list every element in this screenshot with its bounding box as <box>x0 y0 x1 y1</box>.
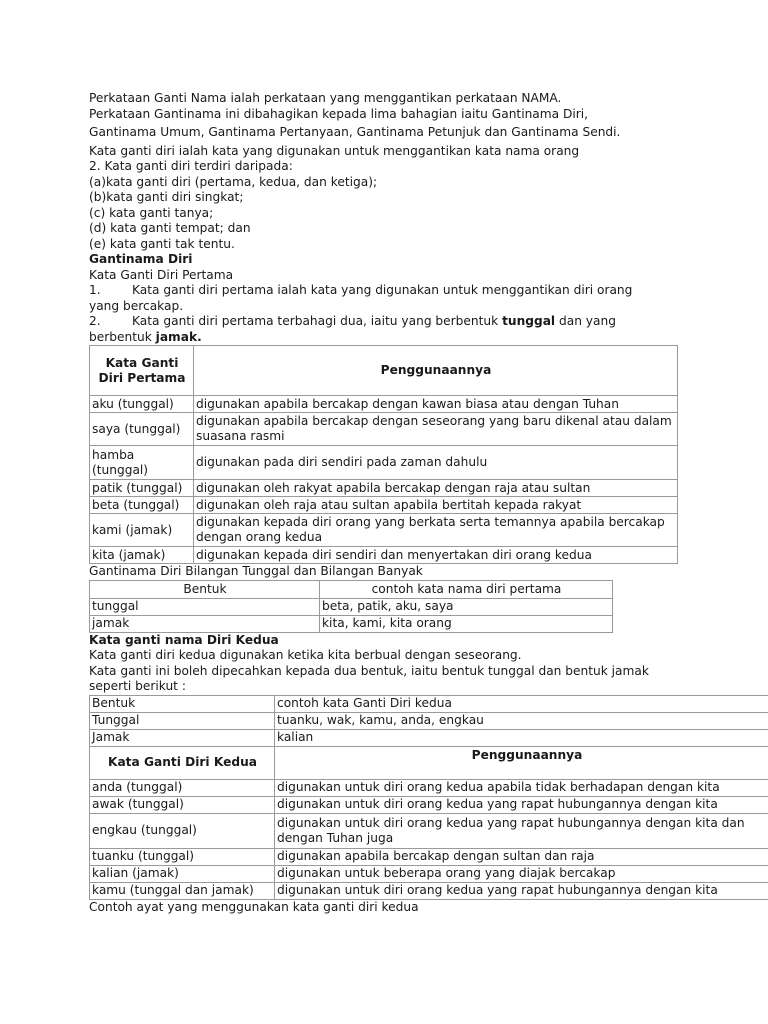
table-cell-usage: digunakan untuk diri orang kedua apabila tidak berhadapan dengan kita <box>275 779 768 796</box>
table-row <box>90 615 613 632</box>
table-cell-usage: digunakan pada diri sendiri pada zaman dahulu <box>194 446 678 480</box>
table-row <box>90 413 678 446</box>
section-heading-gantinama-diri: Gantinama Diri <box>89 252 193 266</box>
table-cell-usage: digunakan oleh rakyat apabila bercakap dengan raja atau sultan <box>194 480 678 497</box>
table-cell-form: tunggal <box>90 598 320 615</box>
table-header-row <box>90 580 613 598</box>
table-cell-usage: digunakan kepada diri orang yang berkata serta temannya apabila bercakap dengan orang kedua <box>194 514 678 547</box>
table-row <box>90 848 768 865</box>
table-row <box>90 547 678 564</box>
point-2-number: 2. <box>89 314 101 328</box>
table-2-caption: Gantinama Diri Bilangan Tunggal dan Bilangan Banyak <box>89 564 423 578</box>
table-header-usage: Penggunaannya <box>275 746 768 779</box>
section-2-line-2: Kata ganti ini boleh dipecahkan kepada dua bentuk, iaitu bentuk tunggal dan bentuk jamak <box>89 663 649 678</box>
table-cell-usage: digunakan untuk diri orang kedua yang rapat hubungannya dengan kita dan dengan Tuhan juga <box>275 813 768 848</box>
table-row <box>90 729 768 746</box>
table-cell-usage: digunakan kepada diri sendiri dan menyertakan diri orang kedua <box>194 547 678 564</box>
table-row <box>90 779 768 796</box>
table-header-row <box>90 346 678 396</box>
table-row <box>90 446 678 480</box>
table-cell-pronoun: patik (tunggal) <box>90 480 194 497</box>
table-row <box>90 514 678 547</box>
table-cell-pronoun: anda (tunggal) <box>90 779 275 796</box>
closing-line: Contoh ayat yang menggunakan kata ganti diri kedua <box>89 899 419 914</box>
table-cell-form: Jamak <box>90 729 275 746</box>
table-cell-pronoun: kamu (tunggal dan jamak) <box>90 882 275 899</box>
table-cell-usage: digunakan untuk diri orang kedua yang rapat hubungannya dengan kita <box>275 882 768 899</box>
table-cell-usage: digunakan apabila bercakap dengan kawan biasa atau dengan Tuhan <box>194 396 678 413</box>
table-cell-example: tuanku, wak, kamu, anda, engkau <box>275 712 768 729</box>
point-2-bold-jamak: jamak. <box>155 329 202 344</box>
pronoun-number-table <box>89 580 613 633</box>
table-header-row <box>90 746 768 779</box>
table-row <box>90 480 678 497</box>
section-heading-diri-kedua: Kata ganti nama Diri Kedua <box>89 632 279 647</box>
table-row <box>90 712 768 729</box>
intro-line-6: (a)kata ganti diri (pertama, kedua, dan ketiga); <box>89 174 378 189</box>
table-header-pronoun: Kata Ganti Diri Pertama <box>90 346 194 396</box>
intro-line-8: (c) kata ganti tanya; <box>89 205 214 220</box>
intro-line-7: (b)kata ganti diri singkat; <box>89 190 244 204</box>
table-cell-usage: digunakan untuk beberapa orang yang diajak bercakap <box>275 865 768 882</box>
table-cell-example: contoh kata Ganti Diri kedua <box>275 695 768 712</box>
table-cell-example: beta, patik, aku, saya <box>320 598 613 615</box>
intro-line-9: (d) kata ganti tempat; dan <box>89 221 251 235</box>
document-body <box>89 91 768 915</box>
table-cell-pronoun: engkau (tunggal) <box>90 813 275 848</box>
table-cell-example: kita, kami, kita orang <box>320 615 613 632</box>
table-cell-pronoun: kami (jamak) <box>90 514 194 547</box>
table-cell-example: kalian <box>275 729 768 746</box>
table-cell-pronoun: tuanku (tunggal) <box>90 848 275 865</box>
section-2-line-3: seperti berikut : <box>89 679 186 693</box>
table-header-pronoun: Kata Ganti Diri Kedua <box>90 746 275 779</box>
table-cell-pronoun: saya (tunggal) <box>90 413 194 446</box>
table-cell-usage: digunakan untuk diri orang kedua yang rapat hubungannya dengan kita <box>275 796 768 813</box>
point-1-number: 1. <box>89 283 101 297</box>
table-header-example: contoh kata nama diri pertama <box>320 580 613 598</box>
point-2-bold-tunggal: tunggal <box>502 314 556 328</box>
section-2-line-1: Kata ganti diri kedua digunakan ketika kita berbual dengan seseorang. <box>89 648 522 662</box>
table-header-form: Bentuk <box>90 580 320 598</box>
table-cell-form: jamak <box>90 615 320 632</box>
table-header-usage: Penggunaannya <box>194 346 678 396</box>
table-cell-form: Tunggal <box>90 712 275 729</box>
intro-line-10: (e) kata ganti tak tentu. <box>89 236 235 251</box>
first-person-pronoun-table <box>89 345 678 564</box>
table-row <box>90 598 613 615</box>
table-row <box>90 882 768 899</box>
table-cell-pronoun: hamba (tunggal) <box>90 446 194 480</box>
table-cell-usage: digunakan apabila bercakap dengan seseorang yang baru dikenal atau dalam suasana rasmi <box>194 413 678 446</box>
point-1 <box>89 283 768 299</box>
point-2-continued <box>89 330 768 346</box>
table-cell-pronoun: awak (tunggal) <box>90 796 275 813</box>
table-row <box>90 796 768 813</box>
intro-line-1: Perkataan Ganti Nama ialah perkataan yang menggantikan perkataan NAMA. <box>89 91 562 105</box>
table-row <box>90 865 768 882</box>
table-cell-pronoun: kita (jamak) <box>90 547 194 564</box>
table-row <box>90 695 768 712</box>
table-cell-usage: digunakan apabila bercakap dengan sultan dan raja <box>275 848 768 865</box>
intro-line-2: Perkataan Gantinama ini dibahagikan kepada lima bahagian iaitu Gantinama Diri, <box>89 106 589 121</box>
point-2-line2-text: berbentuk <box>89 329 156 344</box>
point-2-text-end: dan yang <box>555 314 616 328</box>
point-1-text: Kata ganti diri pertama ialah kata yang digunakan untuk menggantikan diri orang <box>132 283 633 297</box>
table-cell-pronoun: kalian (jamak) <box>90 865 275 882</box>
table-row <box>90 396 678 413</box>
point-1-continued: yang bercakap. <box>89 298 184 313</box>
second-person-pronoun-table <box>89 695 768 900</box>
section-subheading: Kata Ganti Diri Pertama <box>89 267 234 282</box>
table-cell-usage: digunakan oleh raja atau sultan apabila bertitah kepada rakyat <box>194 497 678 514</box>
table-row <box>90 497 678 514</box>
table-cell-pronoun: aku (tunggal) <box>90 396 194 413</box>
point-2 <box>89 314 768 330</box>
intro-line-3: Gantinama Umum, Gantinama Pertanyaan, Gantinama Petunjuk dan Gantinama Sendi. <box>89 125 621 139</box>
table-cell-pronoun: beta (tunggal) <box>90 497 194 514</box>
intro-line-4: Kata ganti diri ialah kata yang digunakan untuk menggantikan kata nama orang <box>89 143 580 158</box>
intro-line-5: 2. Kata ganti diri terdiri daripada: <box>89 159 293 173</box>
table-cell-form: Bentuk <box>90 695 275 712</box>
table-row <box>90 813 768 848</box>
point-2-text: Kata ganti diri pertama terbahagi dua, iaitu yang berbentuk <box>132 314 503 328</box>
